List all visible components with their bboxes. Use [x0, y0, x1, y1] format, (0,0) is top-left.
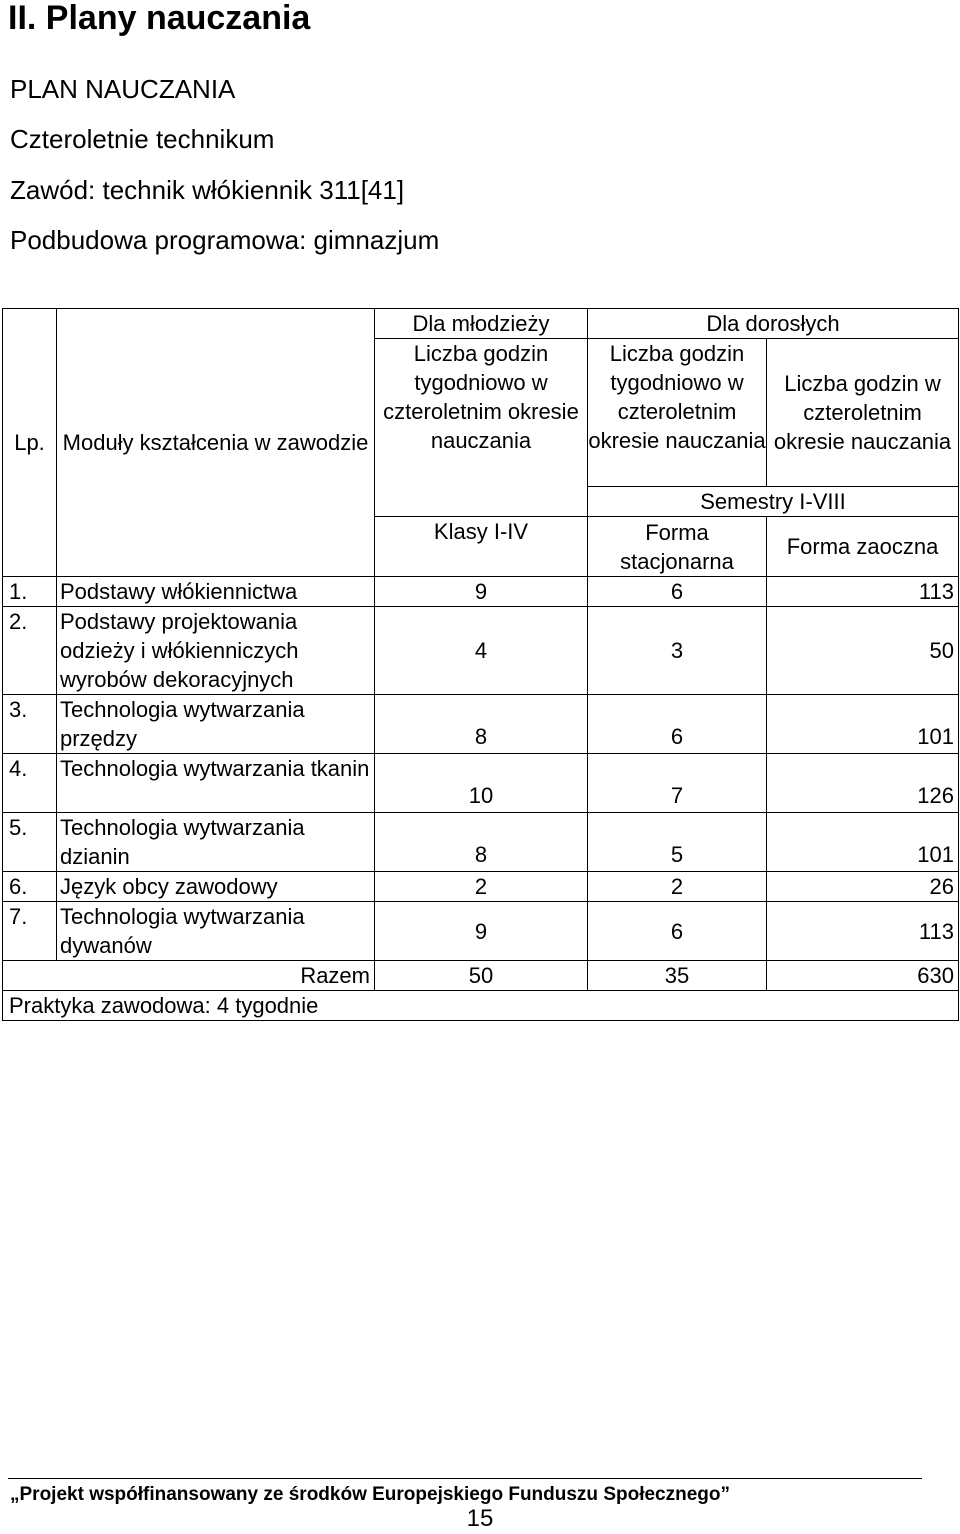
practice-row: [3, 991, 959, 1021]
youth-hours: 9: [375, 902, 588, 961]
row-number: 7.: [3, 902, 57, 961]
total-youth-hours: 50: [375, 961, 588, 991]
youth-hours: 8: [375, 695, 588, 754]
module-name: Podstawy włókiennictwa: [57, 577, 375, 607]
table-row: [3, 695, 959, 754]
stationary-hours: 6: [588, 695, 767, 754]
total-label: Razem: [3, 961, 375, 991]
modules-header: Moduły kształcenia w zawodzie: [57, 309, 375, 577]
stationary-hours: 7: [588, 754, 767, 813]
stationary-hours: 5: [588, 813, 767, 872]
youth-hours: 2: [375, 872, 588, 902]
footer-project-note: „Projekt współfinansowany ze środków Europejskiego Funduszu Społecznego”: [10, 1484, 730, 1505]
row-number: 5.: [3, 813, 57, 872]
program-foundation: Podbudowa programowa: gimnazjum: [10, 225, 440, 255]
semesters-header: Semestry I-VIII: [588, 487, 959, 517]
youth-hours: 4: [375, 607, 588, 695]
module-name: Technologia wytwarzania dzianin: [57, 813, 375, 872]
extramural-hours: 101: [767, 695, 959, 754]
youth-hours: 9: [375, 577, 588, 607]
module-name: Technologia wytwarzania tkanin: [57, 754, 375, 813]
extramural-hours: 113: [767, 577, 959, 607]
lp-header: Lp.: [3, 309, 57, 577]
youth-hours: 10: [375, 754, 588, 813]
school-type: Czteroletnie technikum: [10, 124, 275, 154]
table-row: [3, 607, 959, 695]
module-name: Podstawy projektowania odzieży i włókienniczych wyrobów dekoracyjnych: [57, 607, 375, 695]
classes-header: Klasy I-IV: [375, 517, 588, 577]
extramural-hours: 101: [767, 813, 959, 872]
table-row: [3, 754, 959, 813]
extramural-hours: 50: [767, 607, 959, 695]
stationary-hours: 3: [588, 607, 767, 695]
row-number: 1.: [3, 577, 57, 607]
total-row: [3, 961, 959, 991]
footer-divider: [8, 1478, 922, 1479]
stationary-hours: 2: [588, 872, 767, 902]
table-row: [3, 813, 959, 872]
practice-note: Praktyka zawodowa: 4 tygodnie: [3, 991, 959, 1021]
youth-hours: 8: [375, 813, 588, 872]
curriculum-table: [2, 308, 959, 1021]
section-title: II. Plany nauczania: [8, 0, 311, 37]
module-name: Technologia wytwarzania dywanów: [57, 902, 375, 961]
plan-heading: PLAN NAUCZANIA: [10, 74, 236, 104]
form-extramural-header: Forma zaoczna: [767, 517, 959, 577]
row-number: 3.: [3, 695, 57, 754]
module-name: Język obcy zawodowy: [57, 872, 375, 902]
stationary-hours: 6: [588, 902, 767, 961]
total-stationary-hours: 35: [588, 961, 767, 991]
row-number: 4.: [3, 754, 57, 813]
youth-hours-header: Liczba godzin tygodniowo w czteroletnim okresie nauczania: [375, 339, 588, 517]
extramural-hours: 113: [767, 902, 959, 961]
table-row: [3, 577, 959, 607]
page-number: 15: [466, 1505, 494, 1532]
total-extramural-hours: 630: [767, 961, 959, 991]
adult-stationary-hours-header: Liczba godzin tygodniowo w czteroletnim okresie nauczania: [588, 339, 767, 487]
extramural-hours: 126: [767, 754, 959, 813]
profession: Zawód: technik włókiennik 311[41]: [10, 175, 405, 205]
table-row: [3, 902, 959, 961]
form-stationary-header: Forma stacjonarna: [588, 517, 767, 577]
table-row: [3, 872, 959, 902]
youth-header: Dla młodzieży: [375, 309, 588, 339]
stationary-hours: 6: [588, 577, 767, 607]
extramural-hours: 26: [767, 872, 959, 902]
adult-extramural-hours-header: Liczba godzin w czteroletnim okresie nauczania: [767, 339, 959, 487]
adults-header: Dla dorosłych: [588, 309, 959, 339]
module-name: Technologia wytwarzania przędzy: [57, 695, 375, 754]
row-number: 2.: [3, 607, 57, 695]
row-number: 6.: [3, 872, 57, 902]
